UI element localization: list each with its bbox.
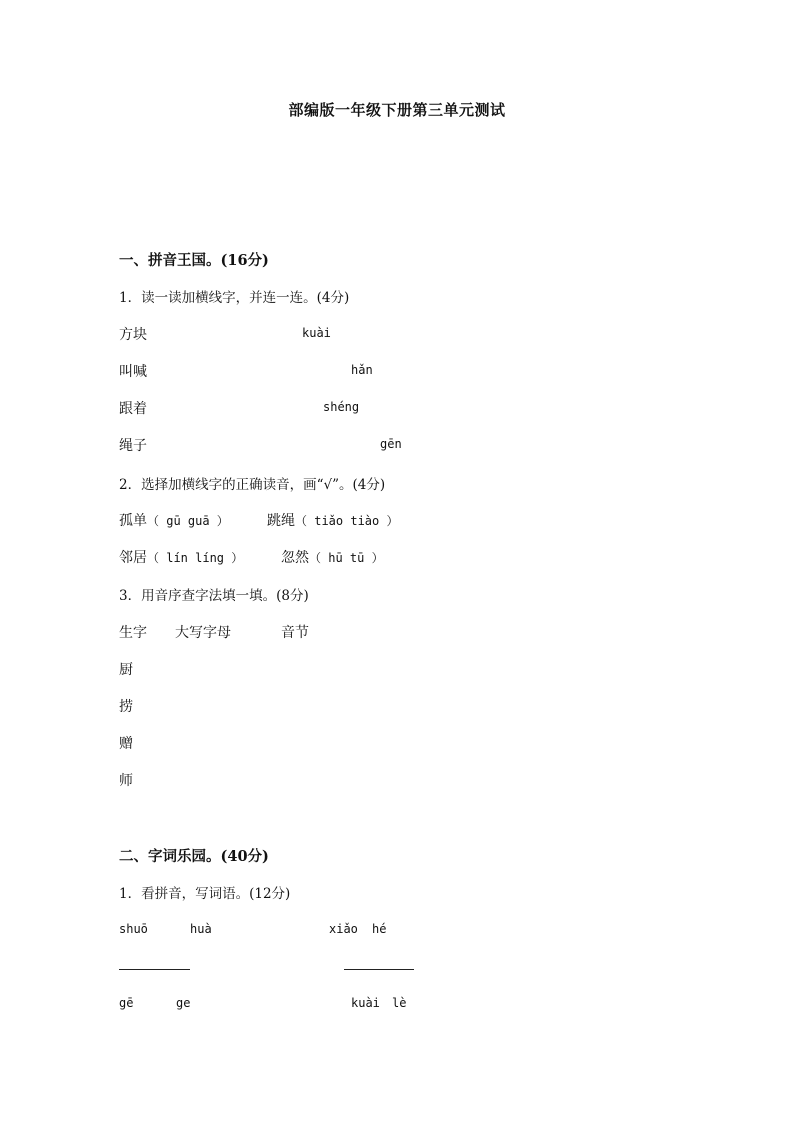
lookup-char: 赠 (119, 736, 133, 752)
pinyin-syllable: lè (392, 996, 407, 1010)
lookup-char: 捞 (119, 699, 133, 715)
match-pinyin: shéng (323, 400, 360, 414)
choice-word: 孤单 (119, 513, 147, 529)
choice-options: （ gū guā ） (147, 514, 229, 528)
choice-options: （ hū tū ） (309, 551, 384, 565)
table-header: 大写字母 (175, 625, 231, 641)
question-2-prompt: 2．选择加横线字的正确读音，画“√”。(4分) (119, 477, 386, 493)
answer-line (344, 969, 414, 970)
pinyin-syllable: hé (372, 922, 387, 936)
pinyin-syllable: shuō (119, 922, 148, 936)
page-title: 部编版一年级下册第三单元测试 (288, 101, 506, 119)
question-1-prompt: 1．看拼音，写词语。(12分) (119, 886, 291, 902)
choice-word: 邻居 (119, 550, 147, 566)
pinyin-syllable: ge (176, 996, 191, 1010)
lookup-char: 师 (119, 773, 133, 789)
choice-word: 忽然 (281, 550, 309, 566)
match-word: 绳子 (119, 438, 147, 454)
section-heading-words: 二、字词乐园。(40分) (119, 848, 269, 865)
choice-options: （ lín líng ） (147, 551, 244, 565)
choice-options: （ tiǎo tiào ） (295, 514, 399, 528)
pinyin-syllable: gē (119, 996, 134, 1010)
match-pinyin: gēn (380, 437, 402, 451)
pinyin-syllable: huà (190, 922, 212, 936)
match-pinyin: kuài (302, 326, 331, 340)
match-pinyin: hǎn (351, 363, 373, 377)
match-word: 跟着 (119, 401, 147, 417)
lookup-char: 厨 (119, 662, 133, 678)
answer-line (119, 969, 190, 970)
match-word: 方块 (119, 327, 147, 343)
pinyin-syllable: kuài (351, 996, 380, 1010)
question-1-prompt: 1．读一读加横线字，并连一连。(4分) (119, 290, 350, 306)
table-header: 生字 (119, 625, 147, 641)
match-word: 叫喊 (119, 364, 147, 380)
section-heading-pinyin: 一、拼音王国。(16分) (119, 252, 269, 269)
question-3-prompt: 3．用音序查字法填一填。(8分) (119, 588, 309, 604)
pinyin-syllable: xiǎo (329, 922, 358, 936)
table-header: 音节 (281, 625, 309, 641)
choice-word: 跳绳 (267, 513, 295, 529)
